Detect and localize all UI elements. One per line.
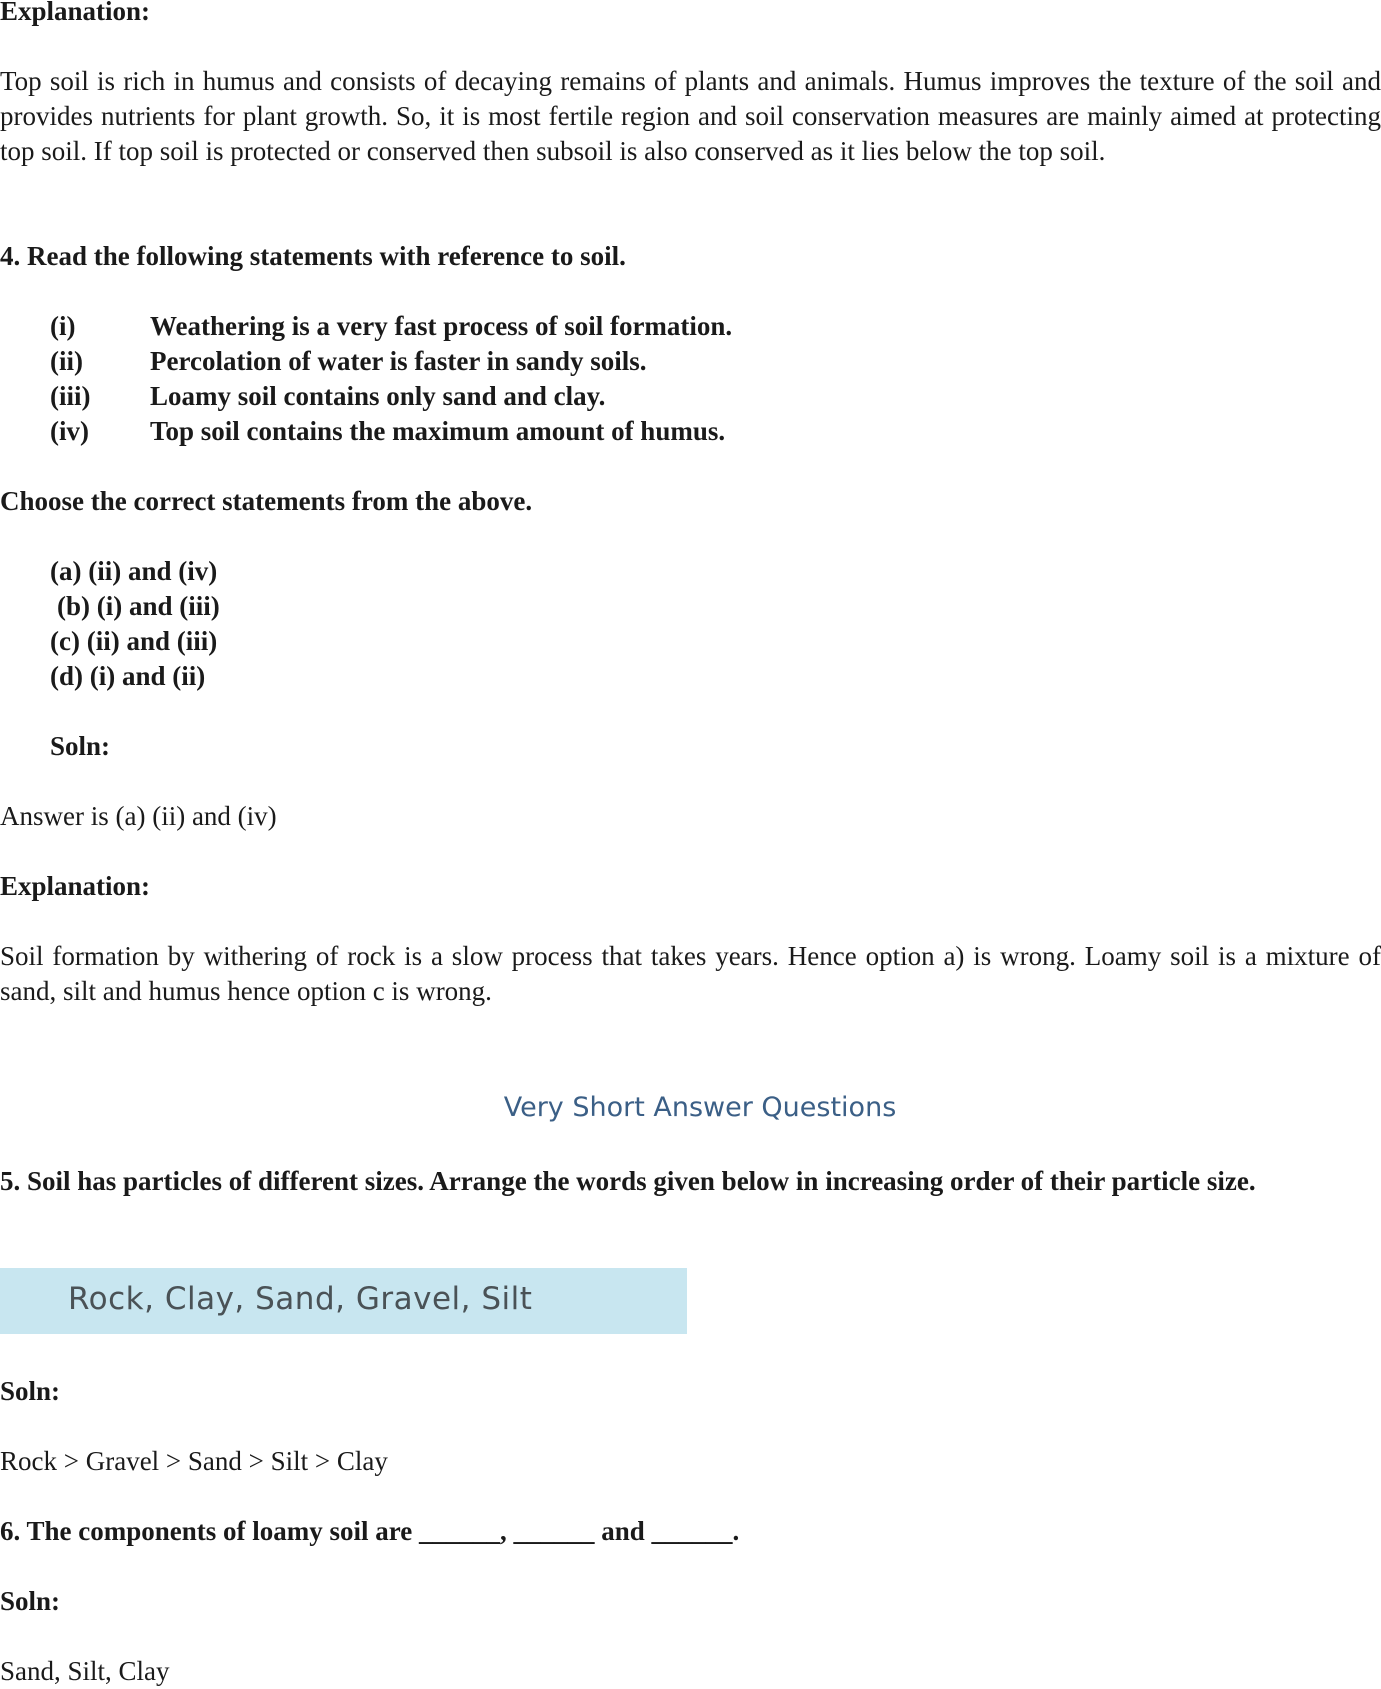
statement-text: Percolation of water is faster in sandy soils. <box>150 346 647 376</box>
q4-statement <box>50 414 725 449</box>
q4-statement <box>50 309 732 344</box>
q4-option: (a) (ii) and (iv) <box>50 556 218 586</box>
q4-question: 4. Read the following statements with reference to soil. <box>0 241 626 271</box>
statement-number: (iii) <box>50 381 91 411</box>
q4-prompt: Choose the correct statements from the above. <box>0 486 533 516</box>
q4-statement <box>50 344 646 379</box>
statement-text: Top soil contains the maximum amount of humus. <box>150 416 726 446</box>
prev-explanation-heading: Explanation: <box>0 0 151 26</box>
q4-option: (c) (ii) and (iii) <box>50 626 218 656</box>
q6-soln-label: Soln: <box>0 1586 61 1616</box>
q5-soln-label: Soln: <box>0 1376 61 1406</box>
prev-explanation-text: Top soil is rich in humus and consists of decaying remains of plants and animals. Humus improves the texture of the soil and provides nutrients for plant growth. So, it is most fertile region and soil conservation measures are mainly aimed at protecting top soil. If top soil is protected or conserved then subsoil is also conserved as it lies below the top soil. <box>0 66 1381 166</box>
q6-answer: Sand, Silt, Clay <box>0 1656 170 1686</box>
statement-text: Loamy soil contains only sand and clay. <box>150 381 606 411</box>
word-box-text: Rock, Clay, Sand, Gravel, Silt <box>68 1281 533 1317</box>
q4-statement <box>50 379 605 414</box>
word-box <box>0 1268 687 1334</box>
statement-text: Weathering is a very fast process of soil formation. <box>150 311 733 341</box>
q4-answer: Answer is (a) (ii) and (iv) <box>0 801 277 831</box>
statement-number: (iv) <box>50 416 89 446</box>
q4-option: (b) (i) and (iii) <box>57 591 220 621</box>
q4-explanation-heading: Explanation: <box>0 871 151 901</box>
q4-option: (d) (i) and (ii) <box>50 661 206 691</box>
q4-explanation-text: Soil formation by withering of rock is a slow process that takes years. Hence option a) is wrong. Loamy soil is a mixture of sand, silt and humus hence option c is wrong. <box>0 941 1381 1006</box>
q6-question: 6. The components of loamy soil are ______, ______ and ______. <box>0 1516 740 1546</box>
q5-answer: Rock > Gravel > Sand > Silt > Clay <box>0 1446 388 1476</box>
q5-question: 5. Soil has particles of different sizes. Arrange the words given below in increasing order of their particle size. <box>0 1166 1256 1196</box>
section-heading: Very Short Answer Questions <box>503 1092 897 1123</box>
statement-number: (i) <box>50 311 76 341</box>
q4-soln-label: Soln: <box>50 731 111 761</box>
statement-number: (ii) <box>50 346 83 376</box>
